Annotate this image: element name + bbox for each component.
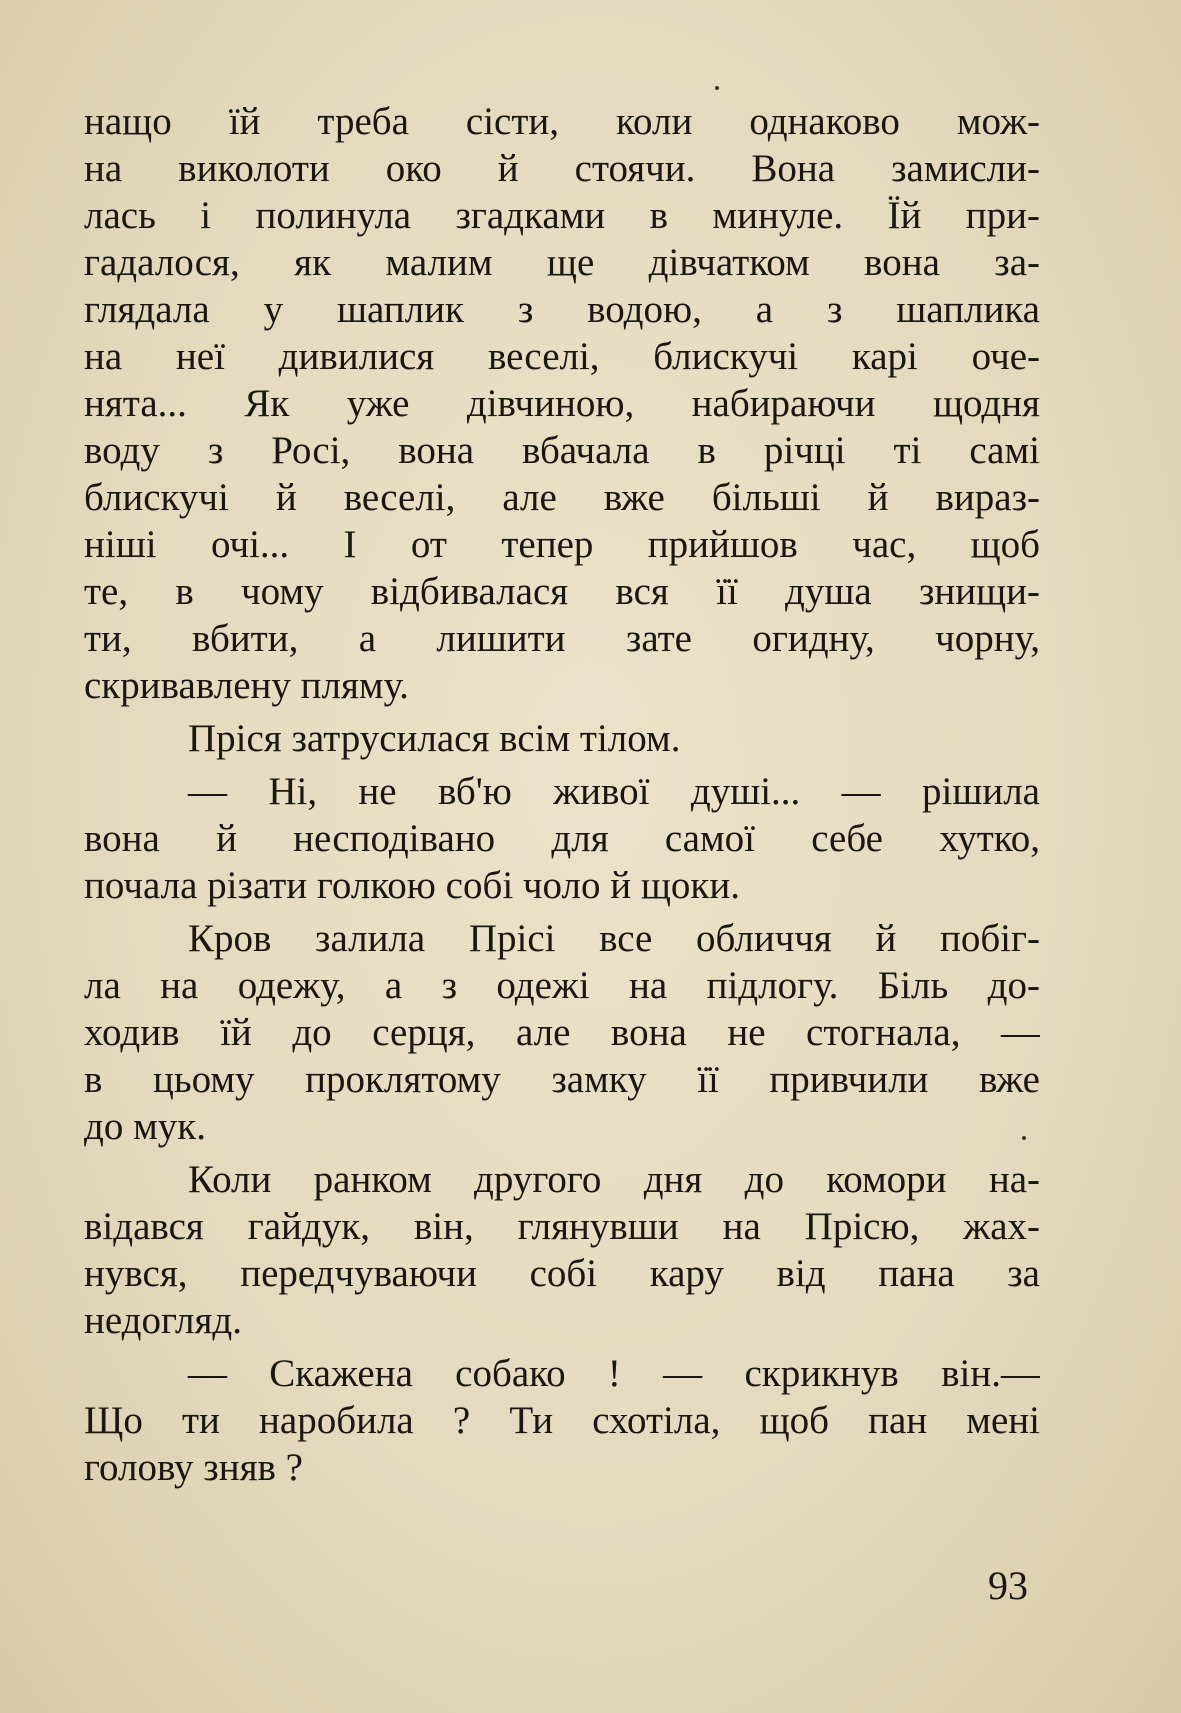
text-line: Що ти наробила ? Ти схотіла, щоб пан мені xyxy=(84,1399,1040,1442)
text-line: ти, вбити, а лишити зате огидну, чорну, xyxy=(84,617,1040,660)
text-line: Коли ранком другого дня до комори на- xyxy=(188,1158,1040,1201)
body-text xyxy=(84,98,1040,1491)
text-line: блискучі й веселі, але вже більші й вираз- xyxy=(84,476,1040,519)
text-line: ла на одежу, а з одежі на підлогу. Біль до- xyxy=(84,964,1040,1007)
text-line: Кров залила Прісі все обличчя й побіг- xyxy=(188,917,1040,960)
text-line: до мук. xyxy=(84,1105,206,1148)
text-line: ніші очі... І от тепер прийшов час, щоб xyxy=(84,523,1040,566)
page-number: 93 xyxy=(988,1563,1028,1608)
text-line: ходив їй до серця, але вона не стогнала, — xyxy=(84,1011,1040,1054)
text-line: скривавлену пляму. xyxy=(84,664,409,707)
text-line: те, в чому відбивалася вся її душа знищи- xyxy=(84,570,1040,613)
text-line: в цьому проклятому замку її привчили вже xyxy=(84,1058,1040,1101)
text-line: вона й несподівано для самої себе хутко, xyxy=(84,817,1040,860)
text-line: — Ні, не вб'ю живої душі... — рішила xyxy=(188,770,1040,813)
text-line: глядала у шаплик з водою, а з шаплика xyxy=(84,288,1040,331)
print-speck xyxy=(715,86,719,90)
text-line: — Скажена собако ! — скрикнув він.— xyxy=(188,1352,1040,1395)
text-line: на виколоти око й стоячи. Вона замисли- xyxy=(84,147,1040,190)
text-line: на неї дивилися веселі, блискучі карі оче- xyxy=(84,335,1040,378)
text-line: нувся, передчуваючи собі кару від пана за xyxy=(84,1252,1040,1295)
text-line: нята... Як уже дівчиною, набираючи щодня xyxy=(84,382,1040,425)
text-line: голову зняв ? xyxy=(84,1446,303,1489)
print-speck xyxy=(1022,1136,1026,1140)
text-line: Пріся затрусилася всім тілом. xyxy=(188,717,681,760)
text-line: гадалося, як малим ще дівчатком вона за- xyxy=(84,241,1040,284)
text-line: відався гайдук, він, глянувши на Прісю, жах- xyxy=(84,1205,1040,1248)
text-line: почала різати голкою собі чоло й щоки. xyxy=(84,864,740,907)
text-line: лась і полинула згадками в минуле. Їй при- xyxy=(84,194,1040,237)
text-line: воду з Росі, вона вбачала в річці ті самі xyxy=(84,429,1040,472)
text-line: нащо їй треба сісти, коли однаково мож- xyxy=(84,100,1040,143)
text-line: недогляд. xyxy=(84,1299,243,1342)
